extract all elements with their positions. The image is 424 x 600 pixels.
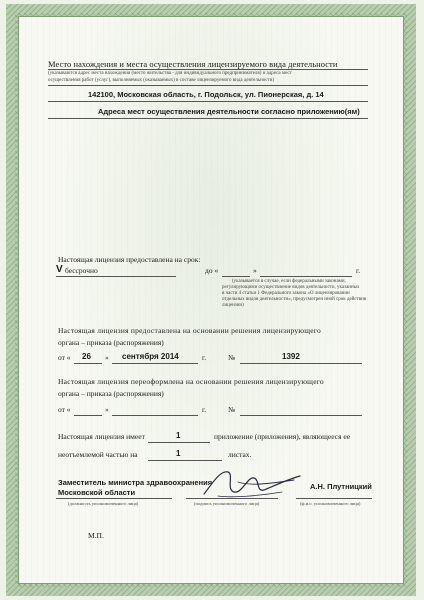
reissue-day-line [74,415,102,416]
name-line [296,498,372,499]
appendix-count-line [148,442,210,443]
reissue-g: г. [202,405,207,414]
signer-position-2: Московской области [58,488,136,497]
until-date-line [260,276,352,277]
term-note-1: (указывается в случае, если федеральными законами, [232,279,346,284]
basis-g: г. [202,353,207,362]
reissue-num-sign: № [228,405,236,414]
indefinite-underline [56,276,176,277]
appendix-has-prefix: Настоящая лицензия имеет [58,432,145,441]
term-note-4: отдельных видов деятельности», предусмотрен иной срок действия [222,297,367,302]
appendix-sheets-line [148,460,222,461]
appendix-count: 1 [176,431,181,440]
signer-name: А.Н. Плутницкий [310,482,372,491]
place-underline-2 [48,85,368,86]
basis-day: 26 [82,352,91,361]
basis-day-line [74,363,102,364]
basis-number: 1392 [282,352,300,361]
term-until-prefix: до « [205,266,219,275]
term-label: Настоящая лицензия предоставлена на срок: [58,255,201,264]
term-until-mid: » [253,266,257,275]
reissue-number-line [240,415,362,416]
basis-quote-close: » [105,353,109,362]
addresses-underline [48,118,368,119]
basis-line-2: органа – приказа (распоряжения) [58,338,164,347]
basis-month-year: сентября 2014 [122,352,179,361]
appendix-has-suffix: приложение (приложения), являющееся ее [214,432,351,441]
caption-name: (ф.и.о. уполномоченного лица) [300,501,361,506]
position-line [56,498,172,499]
handwritten-signature [198,462,306,502]
reissue-quote-close: » [105,405,109,414]
term-note-2: регулирующими осуществление видов деятельности, указанных [222,285,360,290]
reissue-from: от « [58,405,71,414]
place-caption-2: осуществления работ (услуг), выполняемых (оказываемых) в составе лицензируемого вида деятельности) [48,78,275,83]
address-underline [48,101,368,102]
caption-position: (должность уполномоченного лица) [68,501,139,506]
signer-position-1: Заместитель министра здравоохранения [58,478,213,487]
term-indefinite: бессрочно [65,266,98,275]
until-day-line [222,276,250,277]
caption-signature: (подпись уполномоченного лица) [194,501,260,506]
basis-date-line [112,363,198,364]
basis-num-sign: № [228,353,236,362]
appendix-integral-suffix: листах. [228,450,252,459]
place-underline [48,69,368,70]
term-note-5: лицензии) [222,303,244,308]
basis-number-line [240,363,362,364]
reissue-line-2: органа – приказа (распоряжения) [58,389,164,398]
addresses-note: Адреса мест осуществления деятельности согласно приложению(ям) [98,107,360,116]
basis-line-1: Настоящая лицензия предоставлена на основании решения лицензирующего [58,326,321,335]
stamp-place-mp: М.П. [88,531,104,540]
place-heading: Место нахождения и места осуществления лицензируемого вида деятельности [48,59,338,69]
indefinite-check: V [56,264,63,275]
basis-from: от « [58,353,71,362]
term-until-year: г. [356,266,361,275]
appendix-integral-prefix: неотъемлемой частью на [58,450,138,459]
license-address: 142100, Московская область, г. Подольск, ул. Пионерская, д. 14 [88,90,324,99]
reissue-date-line [112,415,198,416]
term-note-3: в части 4 статьи 1 Федерального закона «О лицензировании [222,291,350,296]
reissue-line-1: Настоящая лицензия переоформлена на основании решения лицензирующего [58,377,324,386]
signature-line [186,498,278,499]
appendix-sheets: 1 [176,449,181,458]
place-caption-1: (указываются адрес места нахождения (место жительства - для индивидуального предпринимателя) и адреса мест [48,71,292,76]
